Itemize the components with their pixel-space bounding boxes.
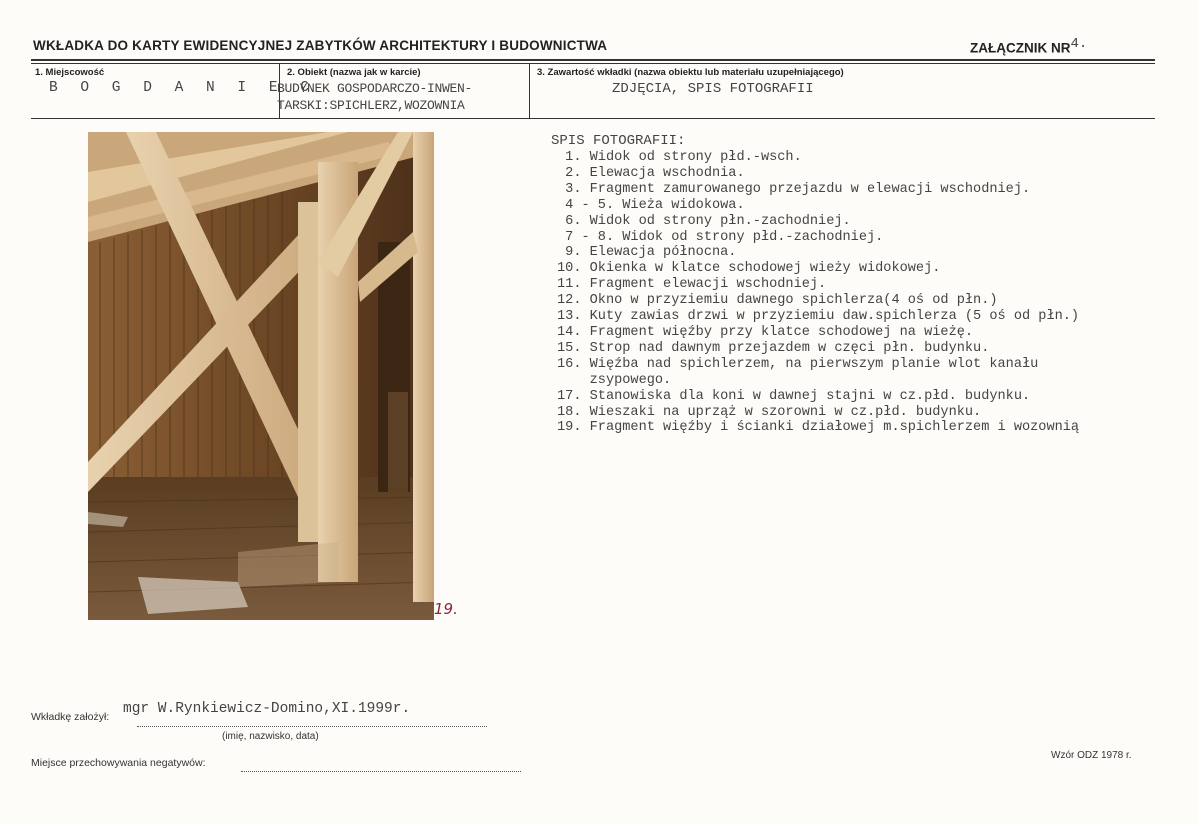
author-value: mgr W.Rynkiewicz-Domino,XI.1999r.: [123, 701, 411, 717]
list-item: 4 - 5. Wieża widokowa.: [557, 197, 745, 213]
content-value: ZDJĘCIA, SPIS FOTOGRAFII: [612, 81, 814, 97]
negatives-dotted-line: [241, 771, 521, 772]
negatives-label: Miejsce przechowywania negatywów:: [31, 757, 206, 769]
locality-label: 1. Miejscowość: [35, 67, 105, 78]
photo-list: [557, 150, 1197, 436]
content-label: 3. Zawartość wkładki (nazwa obiektu lub materiału uzupełniającego): [537, 67, 844, 78]
list-item: 9. Elewacja północna.: [557, 245, 737, 261]
list-item: zsypowego.: [557, 372, 672, 388]
fields-bottom-rule: [31, 118, 1155, 119]
list-item: 10. Okienka w klatce schodowej wieży widokowej.: [557, 261, 941, 277]
list-item: 16. Więźba nad spichlerzem, na pierwszym planie wlot kanału: [557, 356, 1039, 372]
list-item: 18. Wieszaki na uprząż w szorowni w cz.płd. budynku.: [557, 404, 982, 420]
attic-truss-image: [88, 132, 434, 620]
form-template-label: Wzór ODZ 1978 r.: [1051, 750, 1132, 761]
author-caption: (imię, nazwisko, data): [222, 731, 319, 742]
object-value-line: TARSKI:SPICHLERZ,WOZOWNIA: [277, 98, 465, 113]
author-label: Wkładkę założył:: [31, 711, 110, 723]
list-item: 2. Elewacja wschodnia.: [557, 165, 745, 181]
annex-number: [970, 36, 1087, 56]
list-item: 6. Widok od strony płn.-zachodniej.: [557, 213, 851, 229]
list-item: 11. Fragment elewacji wschodniej.: [557, 277, 827, 293]
list-item: 19. Fragment więźby i ścianki działowej m.spichlerzem i wozownią: [557, 420, 1080, 436]
photo-list-heading: SPIS FOTOGRAFII:: [551, 133, 686, 149]
attic-photo: [88, 132, 434, 620]
object-value: [277, 80, 532, 114]
list-item: 7 - 8. Widok od strony płd.-zachodniej.: [557, 229, 884, 245]
annex-value: 4.: [1070, 36, 1088, 52]
list-item: 3. Fragment zamurowanego przejazdu w elewacji wschodniej.: [557, 181, 1031, 197]
photo-number-annotation: 19.: [434, 600, 458, 618]
object-value-line: BUDYNEK GOSPODARCZO-INWEN-: [277, 81, 473, 96]
list-item: 15. Strop nad dawnym przejazdem w częci płn. budynku.: [557, 340, 990, 356]
list-item: 14. Fragment więźby przy klatce schodowej na wieżę.: [557, 324, 974, 340]
object-label: 2. Obiekt (nazwa jak w karcie): [287, 67, 421, 78]
list-item: 1. Widok od strony płd.-wsch.: [557, 150, 802, 165]
list-item: 17. Stanowiska dla koni w dawnej stajni w cz.płd. budynku.: [557, 388, 1031, 404]
annex-label: ZAŁĄCZNIK NR: [970, 40, 1071, 56]
list-item: 12. Okno w przyziemiu dawnego spichlerza(4 oś od płn.): [557, 293, 998, 309]
list-item: 13. Kuty zawias drzwi w przyziemiu daw.spichlerza (5 oś od płn.): [557, 309, 1080, 325]
page-title: WKŁADKA DO KARTY EWIDENCYJNEJ ZABYTKÓW ARCHITEKTURY I BUDOWNICTWA: [33, 38, 608, 53]
header-rule-thin: [31, 63, 1155, 64]
locality-value: B O G D A N I E C: [49, 80, 316, 96]
header-rule: [31, 59, 1155, 61]
author-dotted-line: [137, 726, 487, 727]
